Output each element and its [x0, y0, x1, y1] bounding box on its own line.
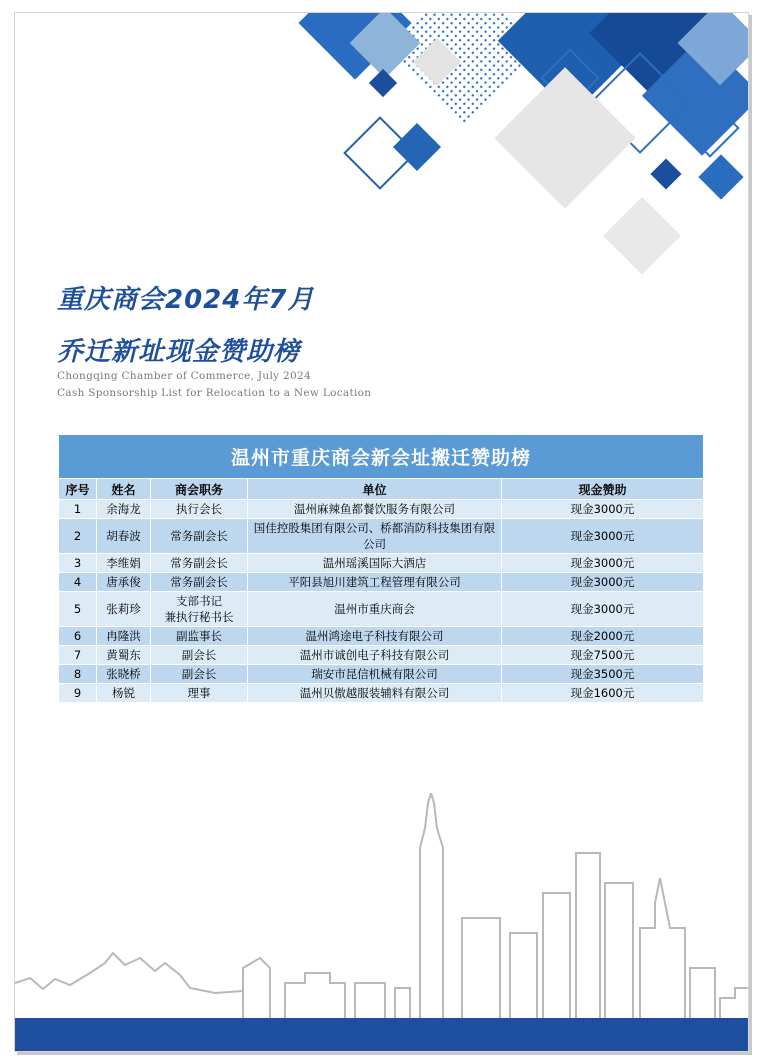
cell-company: 国佳控股集团有限公司、桥都消防科技集团有限公司	[248, 519, 502, 554]
cell-index: 2	[59, 519, 97, 554]
table-row	[59, 627, 704, 646]
cell-name: 杨锐	[97, 684, 151, 703]
city-skyline-decoration	[15, 793, 748, 1023]
title-line-2: 乔迁新址现金赞助榜	[57, 337, 301, 367]
cell-index: 1	[59, 500, 97, 519]
cell-position: 常务副会长	[151, 573, 248, 592]
footer-band	[15, 1018, 748, 1051]
cell-name: 胡春波	[97, 519, 151, 554]
table-row	[59, 519, 704, 554]
cell-position: 理事	[151, 684, 248, 703]
table-row	[59, 500, 704, 519]
cell-index: 5	[59, 592, 97, 627]
english-subtitle-1: Chongqing Chamber of Commerce, July 2024	[57, 370, 311, 382]
cell-cash: 现金3000元	[502, 500, 704, 519]
cell-index: 9	[59, 684, 97, 703]
column-header: 序号	[59, 479, 97, 500]
column-header: 单位	[248, 479, 502, 500]
cell-company: 瑞安市昆信机械有限公司	[248, 665, 502, 684]
title-line-1: 重庆商会2024年7月	[57, 285, 315, 315]
cell-cash: 现金1600元	[502, 684, 704, 703]
cell-company: 温州麻辣鱼都餐饮服务有限公司	[248, 500, 502, 519]
table-row	[59, 592, 704, 627]
table-body	[59, 500, 704, 703]
cell-name: 冉隆洪	[97, 627, 151, 646]
column-header: 商会职务	[151, 479, 248, 500]
cell-company: 温州贝傲越服装辅料有限公司	[248, 684, 502, 703]
cell-name: 李维娟	[97, 554, 151, 573]
cell-position: 副会长	[151, 665, 248, 684]
table-row	[59, 665, 704, 684]
cell-cash: 现金3000元	[502, 554, 704, 573]
table-row	[59, 646, 704, 665]
diamond-decoration	[15, 13, 748, 293]
cell-index: 4	[59, 573, 97, 592]
cell-cash: 现金7500元	[502, 646, 704, 665]
cell-position: 执行会长	[151, 500, 248, 519]
cell-company: 温州鸿途电子科技有限公司	[248, 627, 502, 646]
cell-position: 支部书记 兼执行秘书长	[151, 592, 248, 627]
cell-position: 常务副会长	[151, 554, 248, 573]
cell-company: 温州瑶溪国际大酒店	[248, 554, 502, 573]
sponsorship-table	[58, 434, 704, 703]
cell-position: 副监事长	[151, 627, 248, 646]
cell-name: 张莉珍	[97, 592, 151, 627]
cell-name: 唐承俊	[97, 573, 151, 592]
table-header-row	[59, 479, 704, 500]
english-subtitle-2: Cash Sponsorship List for Relocation to a New Location	[57, 387, 372, 399]
cell-company: 温州市诚创电子科技有限公司	[248, 646, 502, 665]
table-row	[59, 684, 704, 703]
cell-position: 常务副会长	[151, 519, 248, 554]
cell-index: 8	[59, 665, 97, 684]
cell-cash: 现金2000元	[502, 627, 704, 646]
cell-index: 6	[59, 627, 97, 646]
cell-cash: 现金3000元	[502, 573, 704, 592]
column-header: 姓名	[97, 479, 151, 500]
poster-page	[14, 12, 749, 1052]
cell-cash: 现金3000元	[502, 519, 704, 554]
table-caption: 温州市重庆商会新会址搬迁赞助榜	[59, 435, 704, 479]
cell-index: 3	[59, 554, 97, 573]
column-header: 现金赞助	[502, 479, 704, 500]
cell-index: 7	[59, 646, 97, 665]
cell-name: 黄蜀东	[97, 646, 151, 665]
cell-cash: 现金3500元	[502, 665, 704, 684]
cell-name: 余海龙	[97, 500, 151, 519]
cell-cash: 现金3000元	[502, 592, 704, 627]
table-row	[59, 573, 704, 592]
cell-name: 张晓桥	[97, 665, 151, 684]
cell-company: 温州市重庆商会	[248, 592, 502, 627]
table-row	[59, 554, 704, 573]
cell-position: 副会长	[151, 646, 248, 665]
cell-company: 平阳县旭川建筑工程管理有限公司	[248, 573, 502, 592]
